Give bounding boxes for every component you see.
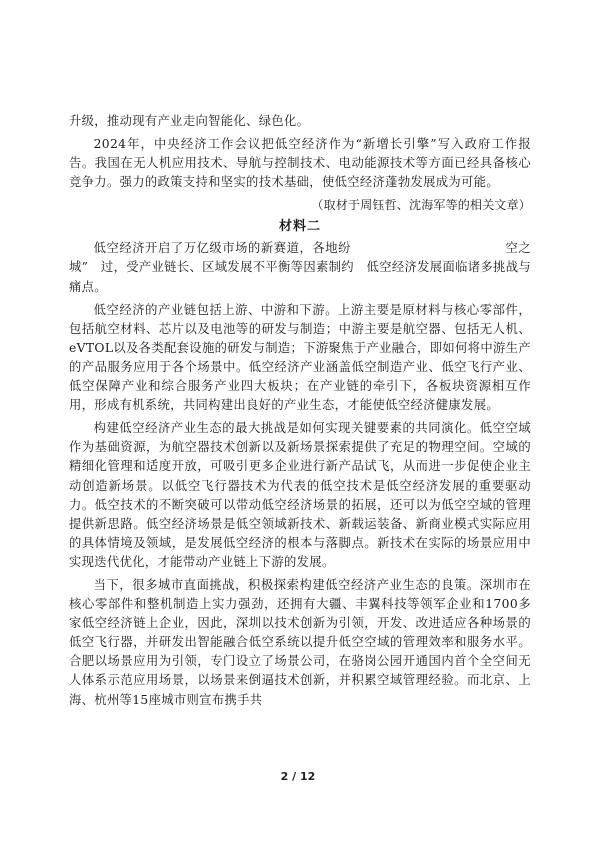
paragraph-industry-chain: 低空经济的产业链包括上游、中游和下游。上游主要是原材料与核心零部件，包括航空材料、芯片以及电池等的研发与制造；中游主要是航空器、包括无人机、eVTOL以及各类配套设施的研发与制造；下游聚焦于产业融合，即如何将中游生产的产品服务应用于各个场景中。低空经济产业涵盖低空制造产业、低空飞行产业、低空保障产业和综合服务产业四大板块；在产业链的牵引下，各板块资源相互作用，形成有机系统，共同构建出良好的产业生态，才能使低空经济健康发展。 [69,302,531,413]
paragraph-continuation: 升级，推动现有产业走向智能化、绿色化。 [69,114,310,128]
section-title: 材料二 [278,219,321,235]
paragraph-city-cases: 当下，很多城市直面挑战，积极探索构建低空经济产业生态的良策。深圳市在核心零部件和整机制造上实力强劲，还拥有大疆、丰翼科技等领军企业和1700多家低空经济链上企业，因此，深圳以技术创新为引领，开发、改进适应各种场景的低空飞行器，并研发出智能融合低空系统以提升低空空域的管理效率和服务水平。合肥以场景应用为引领，专门设立了场景公司，在骆岗公园开通国内首个全空间无人体系示范应用场景，以场景来倒逼技术创新，并积累空域管理经验。而北京、上海、杭州等15座城市则宣布携手共 [69,577,531,707]
source-citation: （取材于周钰哲、沈海军等的相关文章） [311,198,531,213]
paragraph-ecosystem-challenge: 构建低空经济产业生态的最大挑战是如何实现关键要素的共同演化。低空空域作为基础资源，为航空器技术创新以及新场景探索提供了充足的物理空间。空域的精细化管理和适度开放，可吸引更多企业进行新产品试飞，从而进一步促使企业主动创造新场景。以低空飞行器技术为代表的低空技术是低空经济发展的重要驱动力。低空技术的不断突破可以带动低空经济场景的拓展，还可以为低空空域的管理提供新思路。低空经济场景是低空领域新技术、新载运装备、新商业模式实际应用的具体情境及领域，是发展低空经济的根本与落脚点。新技术在实际的场景应用中实现迭代优化，才能带动产业链上下游的发展。 [69,421,531,569]
paragraph-policy: 2024年，中央经济工作会议把低空经济作为“新增长引擎”写入政府工作报告。我国在无人机应用技术、导航与控制技术、电动能源技术等方面已经具备核心竞争力。强力的政策支持和坚实的技术基础，使低空经济蓬勃发展成为可能。 [69,137,531,190]
document-body [69,112,531,714]
page-number: 2 / 12 [280,770,316,783]
paragraph-market: 低空经济开启了万亿级市场的新赛道，各地纷 空之城” 过，受产业链长、区域发展不平衡等因素制约 低空经济发展面临诸多挑战与痛点。 [69,241,531,294]
